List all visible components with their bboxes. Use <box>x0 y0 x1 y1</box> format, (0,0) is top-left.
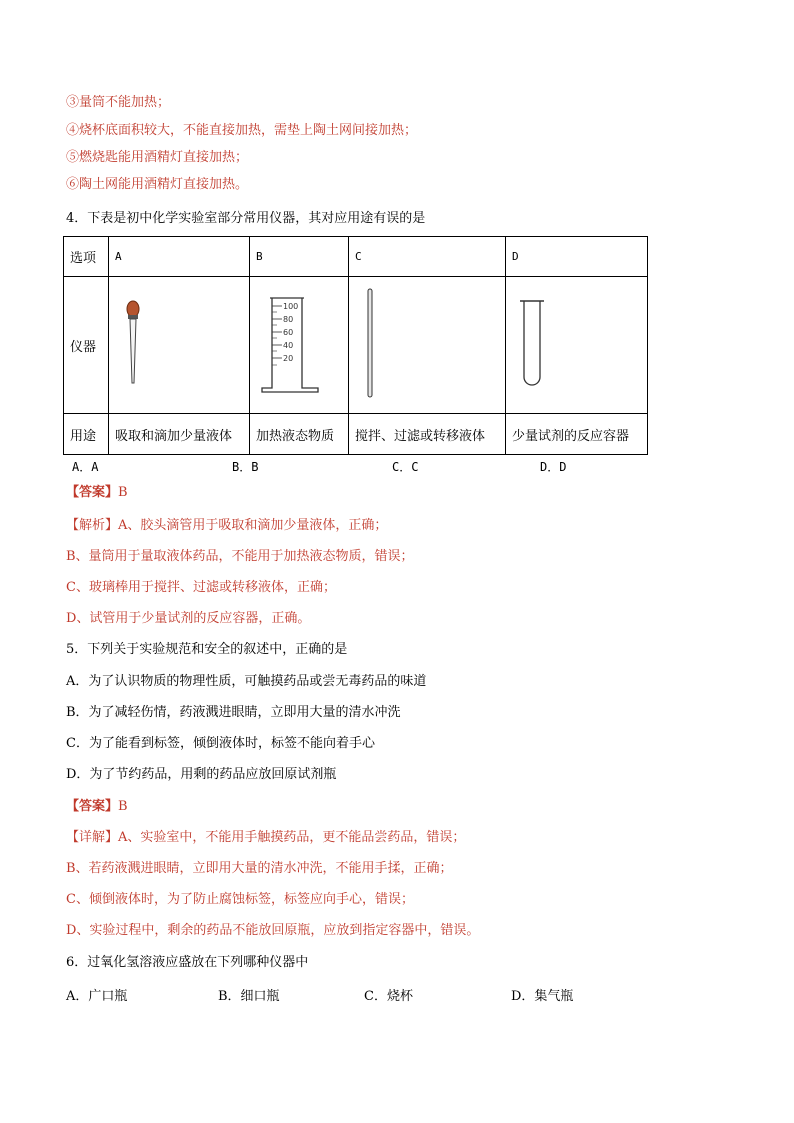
dropper-icon <box>115 293 175 393</box>
answer-value: B <box>118 485 128 500</box>
table-cell: 选项 <box>64 237 109 277</box>
q5-option: B．为了减轻伤情，药液溅进眼睛，立即用大量的清水冲洗 <box>66 705 401 720</box>
table-cell: 搅拌、过滤或转移液体 <box>349 414 506 455</box>
cylinder-tick-label: 80 <box>283 315 294 324</box>
glass-rod-icon <box>355 285 395 401</box>
q5-analysis-line <box>66 829 465 847</box>
q6-option: B．细口瓶 <box>218 989 280 1004</box>
table-row <box>64 277 648 414</box>
q4-option: A．A <box>72 460 99 474</box>
intro-line: ⑥陶土网能用酒精灯直接加热。 <box>66 177 249 192</box>
table-cell: 用途 <box>64 414 109 455</box>
q6-stem: 6．过氧化氢溶液应盛放在下列哪种仪器中 <box>66 955 309 970</box>
table-cell: 仪器 <box>64 277 109 414</box>
q5-option: A．为了认识物质的物理性质，可触摸药品或尝无毒药品的味道 <box>66 674 427 689</box>
test-tube-icon <box>512 293 562 393</box>
intro-line: ③量筒不能加热； <box>66 95 171 110</box>
q4-analysis-line: C、玻璃棒用于搅拌、过滤或转移液体，正确； <box>66 580 336 595</box>
intro-line: ⑤燃烧匙能用酒精灯直接加热； <box>66 150 249 165</box>
graduated-cylinder-icon <box>256 288 326 398</box>
q5-analysis-line: B、若药液溅进眼睛，立即用大量的清水冲洗，不能用手揉，正确； <box>66 861 453 876</box>
answer-tag: 【答案】 <box>66 485 119 500</box>
table-cell <box>506 277 648 414</box>
table-cell: 吸取和滴加少量液体 <box>109 414 250 455</box>
instrument-table <box>63 236 648 455</box>
q4-analysis-line <box>66 517 387 535</box>
q6-option: D．集气瓶 <box>511 989 574 1004</box>
q4-stem: 4．下表是初中化学实验室部分常用仪器，其对应用途有误的是 <box>66 211 426 226</box>
table-row <box>64 414 648 455</box>
q5-option: C．为了能看到标签，倾倒液体时，标签不能向着手心 <box>66 736 375 751</box>
analysis-tag: 【解析】 <box>66 518 119 533</box>
q4-analysis-line: D、试管用于少量试剂的反应容器，正确。 <box>66 611 311 626</box>
table-cell: B <box>250 237 349 277</box>
cylinder-tick-label: 60 <box>283 328 294 337</box>
q4-option: B．B <box>232 460 259 474</box>
table-row <box>64 237 648 277</box>
table-cell: 加热液态物质 <box>250 414 349 455</box>
q5-analysis-line: C、倾倒液体时，为了防止腐蚀标签，标签应向手心，错误； <box>66 892 414 907</box>
intro-line: ④烧杯底面积较大，不能直接加热，需垫上陶土网间接加热； <box>66 123 418 138</box>
analysis-tag: 【详解】 <box>66 830 119 845</box>
q6-option: A．广口瓶 <box>66 989 128 1004</box>
analysis-text: A、胶头滴管用于吸取和滴加少量液体，正确； <box>118 518 388 533</box>
table-cell: C <box>349 237 506 277</box>
analysis-text: A、实验室中，不能用手触摸药品，更不能品尝药品，错误； <box>118 830 466 845</box>
table-cell: A <box>109 237 250 277</box>
q5-answer <box>66 798 128 816</box>
table-cell: D <box>506 237 648 277</box>
q4-analysis-line: B、量筒用于量取液体药品，不能用于加热液态物质，错误； <box>66 549 414 564</box>
q4-option: C．C <box>392 460 419 474</box>
table-cell <box>250 277 349 414</box>
cylinder-tick-label: 20 <box>283 354 294 363</box>
q6-option: C．烧杯 <box>364 989 413 1004</box>
answer-value: B <box>118 799 128 814</box>
q4-answer <box>66 484 128 502</box>
answer-tag: 【答案】 <box>66 799 119 814</box>
cylinder-tick-label: 100 <box>283 302 299 311</box>
table-cell <box>349 277 506 414</box>
cylinder-tick-label: 40 <box>283 341 294 350</box>
q5-option: D．为了节约药品，用剩的药品应放回原试剂瓶 <box>66 767 337 782</box>
q5-stem: 5．下列关于实验规范和安全的叙述中，正确的是 <box>66 642 348 657</box>
table-cell <box>109 277 250 414</box>
table-cell: 少量试剂的反应容器 <box>506 414 648 455</box>
q4-option: D．D <box>540 460 567 474</box>
q5-analysis-line: D、实验过程中，剩余的药品不能放回原瓶，应放到指定容器中，错误。 <box>66 923 480 938</box>
